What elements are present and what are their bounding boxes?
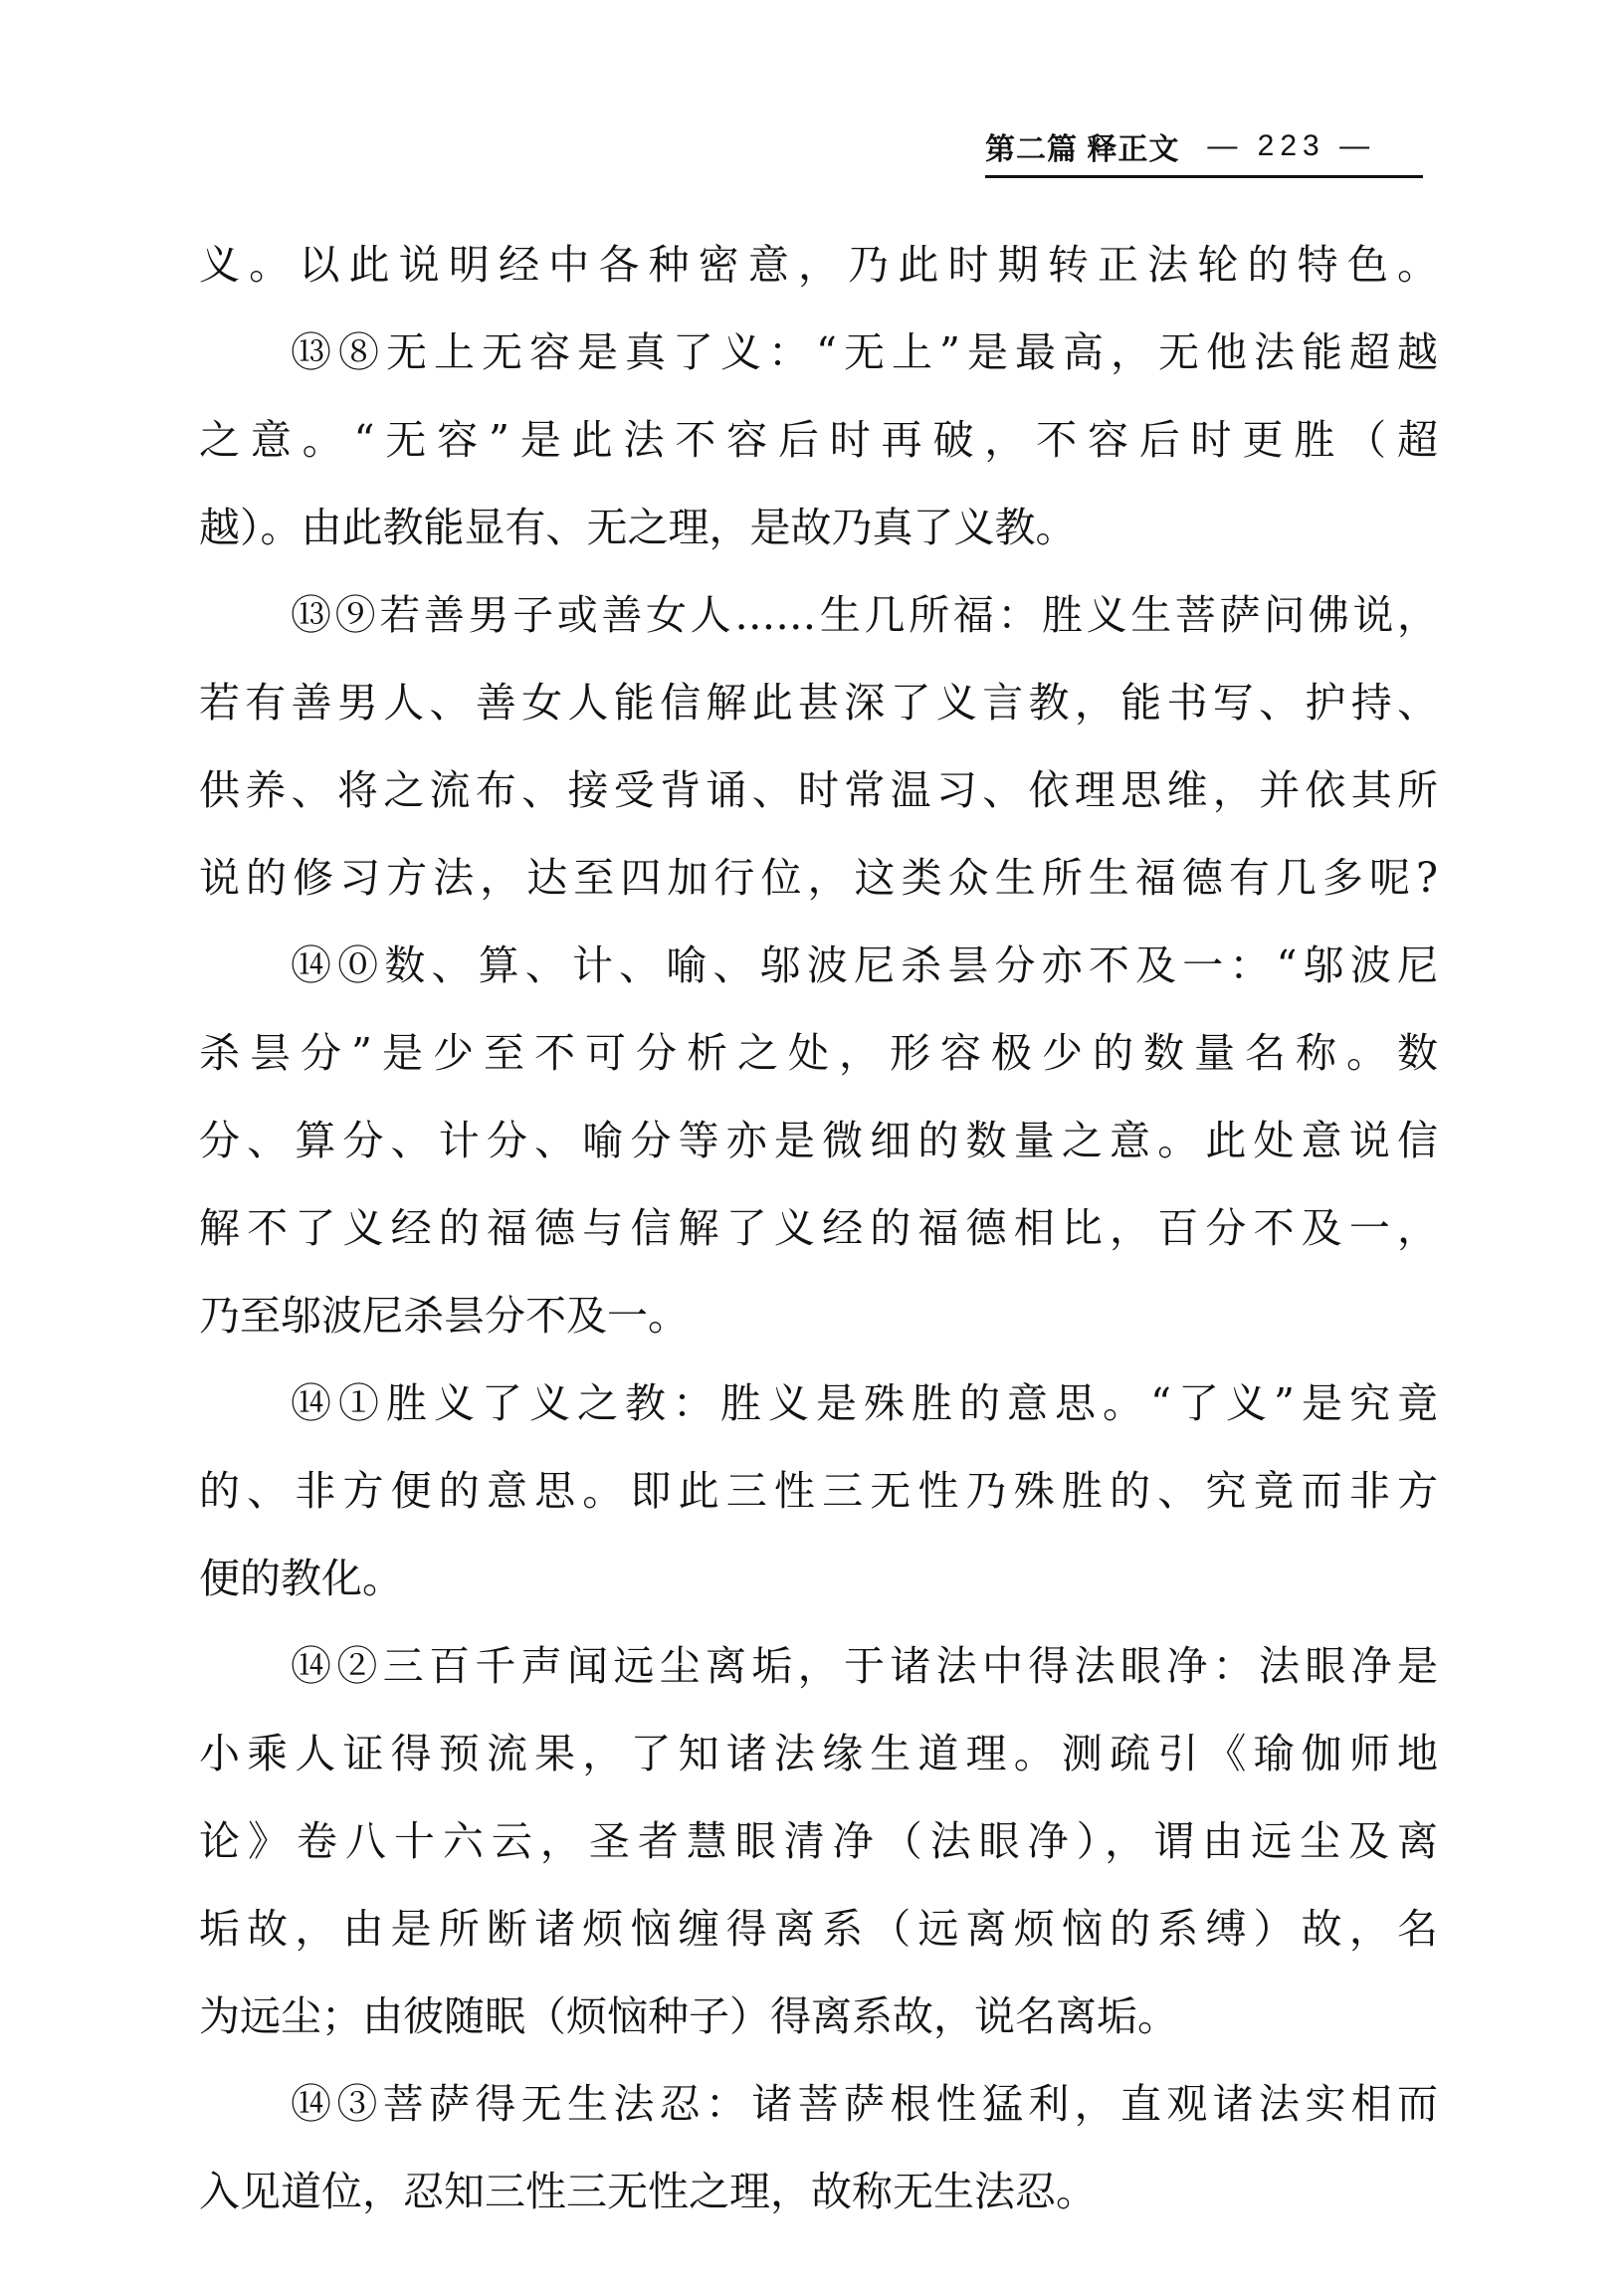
text-line: 论》卷八十六云，圣者慧眼清净（法眼净），谓由远尘及离 — [199, 1817, 1438, 1865]
text-line: 入见道位，忍知三性三无性之理，故称无生法忍。 — [199, 2168, 1097, 2215]
text-line: 小乘人证得预流果，了知诸法缘生道理。测疏引《瑜伽师地 — [199, 1730, 1438, 1777]
text-line: 解不了义经的福德与信解了义经的福德相比，百分不及一， — [199, 1204, 1438, 1252]
text-line: 便的教化。 — [199, 1555, 403, 1602]
note-139-line: ⑬⑨若善男子或善女人……生几所福：胜义生菩萨问佛说， — [291, 591, 1438, 639]
note-142-line: ⑭②三百千声闻远尘离垢，于诸法中得法眼净：法眼净是 — [291, 1642, 1438, 1690]
page-number: — 223 — — [1207, 129, 1376, 162]
text-line: 为远尘；由彼随眠（烦恼种子）得离系故，说名离垢。 — [199, 1992, 1178, 2040]
note-138-line: ⑬⑧无上无容是真了义：“无上”是最高，无他法能超越 — [291, 328, 1438, 376]
text-line: 分、算分、计分、喻分等亦是微细的数量之意。此处意说信 — [199, 1117, 1438, 1164]
text-line: 供养、将之流布、接受背诵、时常温习、依理思维，并依其所 — [199, 766, 1438, 814]
text-line: 义。以此说明经中各种密意，乃此时期转正法轮的特色。 — [199, 241, 1438, 289]
text-line: 的、非方便的意思。即此三性三无性乃殊胜的、究竟而非方 — [199, 1467, 1438, 1515]
running-header — [985, 117, 1423, 178]
note-140-line: ⑭⓪数、算、计、喻、邬波尼杀昙分亦不及一：“邬波尼 — [291, 941, 1438, 989]
text-line: 说的修习方法，达至四加行位，这类众生所生福德有几多呢? — [199, 854, 1438, 902]
chapter-title: 第二篇 释正文 — [985, 133, 1180, 166]
text-line: 之意。“无容”是此法不容后时再破，不容后时更胜（超 — [199, 416, 1438, 464]
note-143-line: ⑭③菩萨得无生法忍：诸菩萨根性猛利，直观诸法实相而 — [291, 2080, 1438, 2128]
text-line: 若有善男人、善女人能信解此甚深了义言教，能书写、护持、 — [199, 679, 1438, 727]
text-line: 垢故，由是所断诸烦恼缠得离系（远离烦恼的系缚）故，名 — [199, 1905, 1438, 1953]
note-141-line: ⑭①胜义了义之教：胜义是殊胜的意思。“了义”是究竟 — [291, 1379, 1438, 1427]
body-text — [199, 221, 1438, 2235]
text-line: 越）。由此教能显有、无之理，是故乃真了义教。 — [199, 504, 1077, 551]
text-line: 杀昙分”是少至不可分析之处，形容极少的数量名称。数 — [199, 1029, 1438, 1077]
text-line: 乃至邬波尼杀昙分不及一。 — [199, 1292, 689, 1340]
